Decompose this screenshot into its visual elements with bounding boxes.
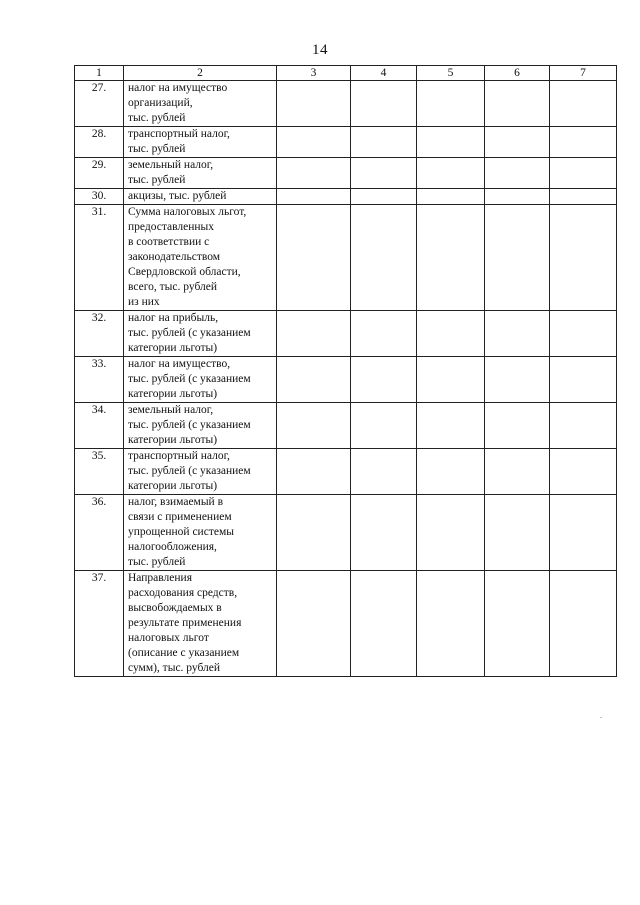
row-indicator: земельный налог, тыс. рублей (с указанием категории льготы) <box>124 403 277 449</box>
row-number: 35. <box>75 449 124 495</box>
value-cell-col-5 <box>417 205 485 311</box>
column-header: 6 <box>485 66 550 81</box>
row-indicator: налог на имущество, тыс. рублей (с указанием категории льготы) <box>124 357 277 403</box>
row-indicator: налог, взимаемый в связи с применением упрощенной системы налогообложения, тыс. рублей <box>124 495 277 571</box>
value-cell-col-3 <box>277 205 351 311</box>
table-row <box>75 403 617 449</box>
row-indicator: Сумма налоговых льгот, предоставленных в соответствии с законодательством Свердловской области, всего, тыс. рублей из них <box>124 205 277 311</box>
row-indicator: земельный налог, тыс. рублей <box>124 158 277 189</box>
value-cell-col-7 <box>550 189 617 205</box>
table-row <box>75 311 617 357</box>
table-header-row <box>75 66 617 81</box>
value-cell-col-3 <box>277 127 351 158</box>
table-row <box>75 205 617 311</box>
value-cell-col-3 <box>277 311 351 357</box>
row-number: 29. <box>75 158 124 189</box>
row-number: 33. <box>75 357 124 403</box>
value-cell-col-7 <box>550 571 617 677</box>
row-indicator: транспортный налог, тыс. рублей <box>124 127 277 158</box>
value-cell-col-6 <box>485 81 550 127</box>
value-cell-col-7 <box>550 403 617 449</box>
value-cell-col-7 <box>550 357 617 403</box>
value-cell-col-7 <box>550 81 617 127</box>
row-indicator: акцизы, тыс. рублей <box>124 189 277 205</box>
row-number: 31. <box>75 205 124 311</box>
value-cell-col-7 <box>550 311 617 357</box>
value-cell-col-3 <box>277 357 351 403</box>
row-number: 37. <box>75 571 124 677</box>
row-number: 34. <box>75 403 124 449</box>
value-cell-col-7 <box>550 127 617 158</box>
value-cell-col-6 <box>485 403 550 449</box>
value-cell-col-6 <box>485 205 550 311</box>
row-number: 27. <box>75 81 124 127</box>
value-cell-col-6 <box>485 189 550 205</box>
value-cell-col-4 <box>351 189 417 205</box>
value-cell-col-4 <box>351 81 417 127</box>
value-cell-col-7 <box>550 449 617 495</box>
row-number: 30. <box>75 189 124 205</box>
value-cell-col-7 <box>550 205 617 311</box>
row-number: 36. <box>75 495 124 571</box>
table-row <box>75 127 617 158</box>
value-cell-col-5 <box>417 495 485 571</box>
column-header: 5 <box>417 66 485 81</box>
value-cell-col-5 <box>417 189 485 205</box>
value-cell-col-5 <box>417 571 485 677</box>
value-cell-col-5 <box>417 158 485 189</box>
row-number: 28. <box>75 127 124 158</box>
value-cell-col-3 <box>277 189 351 205</box>
value-cell-col-3 <box>277 495 351 571</box>
column-header: 1 <box>75 66 124 81</box>
table-row <box>75 449 617 495</box>
value-cell-col-6 <box>485 357 550 403</box>
value-cell-col-6 <box>485 158 550 189</box>
value-cell-col-7 <box>550 158 617 189</box>
value-cell-col-5 <box>417 357 485 403</box>
row-indicator: Направления расходования средств, высвобождаемых в результате применения налоговых льгот (описание с указанием сумм), тыс. рублей <box>124 571 277 677</box>
value-cell-col-4 <box>351 449 417 495</box>
value-cell-col-4 <box>351 311 417 357</box>
value-cell-col-4 <box>351 571 417 677</box>
table-row <box>75 81 617 127</box>
value-cell-col-6 <box>485 495 550 571</box>
value-cell-col-4 <box>351 403 417 449</box>
value-cell-col-4 <box>351 495 417 571</box>
value-cell-col-3 <box>277 571 351 677</box>
column-header: 3 <box>277 66 351 81</box>
value-cell-col-6 <box>485 571 550 677</box>
row-indicator: налог на имущество организаций, тыс. рублей <box>124 81 277 127</box>
value-cell-col-5 <box>417 127 485 158</box>
value-cell-col-5 <box>417 449 485 495</box>
table-row <box>75 495 617 571</box>
value-cell-col-6 <box>485 449 550 495</box>
value-cell-col-5 <box>417 81 485 127</box>
value-cell-col-3 <box>277 403 351 449</box>
table-row <box>75 158 617 189</box>
table-row <box>75 571 617 677</box>
value-cell-col-3 <box>277 81 351 127</box>
value-cell-col-4 <box>351 127 417 158</box>
data-table <box>74 65 617 677</box>
column-header: 4 <box>351 66 417 81</box>
value-cell-col-6 <box>485 127 550 158</box>
value-cell-col-4 <box>351 158 417 189</box>
page-number: 14 <box>312 42 328 58</box>
value-cell-col-3 <box>277 449 351 495</box>
row-indicator: транспортный налог, тыс. рублей (с указанием категории льготы) <box>124 449 277 495</box>
value-cell-col-5 <box>417 311 485 357</box>
value-cell-col-4 <box>351 205 417 311</box>
column-header: 7 <box>550 66 617 81</box>
scan-artifact <box>600 717 602 718</box>
value-cell-col-6 <box>485 311 550 357</box>
column-header: 2 <box>124 66 277 81</box>
table-row <box>75 189 617 205</box>
value-cell-col-7 <box>550 495 617 571</box>
value-cell-col-4 <box>351 357 417 403</box>
value-cell-col-5 <box>417 403 485 449</box>
value-cell-col-3 <box>277 158 351 189</box>
row-indicator: налог на прибыль, тыс. рублей (с указанием категории льготы) <box>124 311 277 357</box>
row-number: 32. <box>75 311 124 357</box>
table-row <box>75 357 617 403</box>
